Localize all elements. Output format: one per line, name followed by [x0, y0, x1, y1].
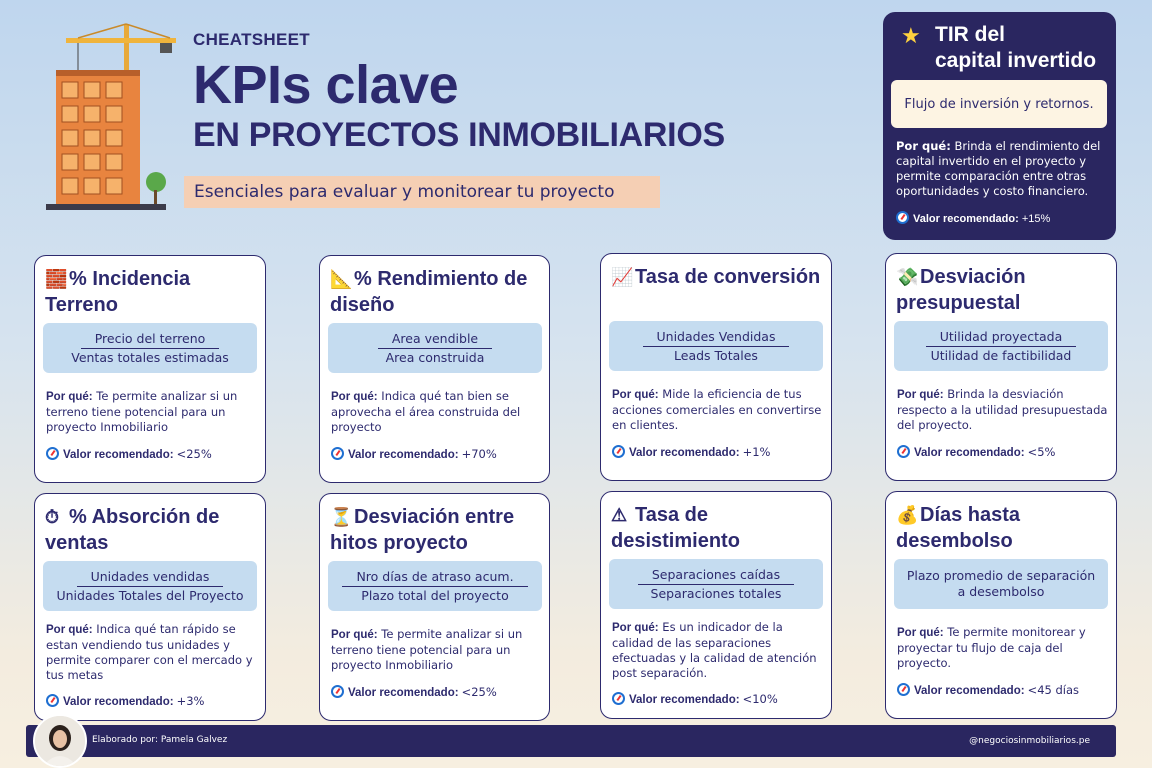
card-formula: Precio del terreno Ventas totales estimadas: [43, 323, 257, 373]
kpi-card-rendimiento-diseno: [319, 255, 550, 483]
gauge-icon: [896, 211, 909, 224]
card-why: Por qué: Indica qué tan bien se aprovecha el área construida del proyecto: [331, 389, 521, 434]
hourglass-icon: ⏳: [330, 507, 353, 527]
card-formula: Utilidad proyectada Utilidad de factibilidad: [894, 321, 1108, 371]
card-why: Por qué: Brinda la desviación respecto a la utilidad presupuestada del proyecto.: [897, 387, 1108, 432]
page-title: KPIs clave: [193, 55, 459, 115]
card-recommended-value: Valor recomendado: +1%: [612, 445, 770, 459]
gauge-icon: [897, 445, 910, 458]
set-square-icon: 📐: [330, 269, 353, 289]
card-recommended-value: Valor recomendado: +3%: [46, 694, 204, 708]
footer-handle[interactable]: @negociosinmobiliarios.pe: [969, 736, 1090, 746]
card-why: Por qué: Es un indicador de la calidad de las separaciones efectuadas y la calidad de atención post separación.: [612, 620, 817, 680]
building-crane-illustration: [38, 20, 178, 212]
stopwatch-icon: ⏱: [45, 507, 60, 527]
card-title: ⏱ % Absorción de ventas: [45, 506, 220, 554]
card-why: Por qué: Te permite monitorear y proyectar tu flujo de caja del proyecto.: [897, 625, 1086, 670]
gauge-icon: [46, 447, 59, 460]
footer-bar: [26, 725, 1116, 757]
gauge-icon: [612, 445, 625, 458]
money-bag-icon: 💰: [896, 505, 919, 525]
kpi-card-tasa-conversion: [600, 253, 832, 481]
card-why: Por qué: Mide la eficiencia de tus acciones comerciales en convertirse en clientes.: [612, 387, 822, 432]
kpi-card-desviacion-hitos: [319, 493, 550, 721]
avatar-photo: [35, 716, 85, 766]
card-title: 📈Tasa de conversión: [611, 266, 821, 288]
card-formula: Nro días de atraso acum. Plazo total del proyecto: [328, 561, 542, 611]
card-recommended-value: Valor recomendado: +70%: [331, 447, 497, 461]
kpi-card-absorcion-ventas: [34, 493, 266, 721]
card-title: 🧱% Incidencia Terreno: [45, 268, 191, 316]
card-formula: Unidades vendidas Unidades Totales del Proyecto: [43, 561, 257, 611]
gauge-icon: [897, 683, 910, 696]
card-formula: Separaciones caídas Separaciones totales: [609, 559, 823, 609]
card-why: Por qué: Te permite analizar si un terreno tiene potencial para un proyecto Inmobiliario: [331, 627, 523, 672]
tir-recommended-value: Valor recomendado: +15%: [896, 211, 1050, 225]
tir-why: Por qué: Brinda el rendimiento del capital invertido en el proyecto y permite comparación entre otras oportunidades y costo financiero.: [896, 139, 1101, 198]
tagline: Esenciales para evaluar y monitorear tu proyecto: [184, 176, 660, 208]
card-title: ⚠ Tasa de desistimiento: [611, 504, 740, 552]
tir-title: TIR del capital invertido: [935, 23, 1097, 72]
card-recommended-value: Valor recomendado: <5%: [897, 445, 1055, 459]
gauge-icon: [612, 692, 625, 705]
card-title: 💸Desviación presupuestal: [896, 266, 1026, 314]
card-title: 📐% Rendimiento de diseño: [330, 268, 528, 316]
card-why: Por qué: Indica qué tan rápido se estan vendiendo tus unidades y permite comparer con el mercado y tus metas: [46, 622, 253, 682]
card-formula: Area vendible Area construida: [328, 323, 542, 373]
money-icon: 💸: [896, 267, 919, 287]
card-formula: Plazo promedio de separación a desembolso: [894, 559, 1108, 609]
warning-icon: ⚠: [611, 505, 628, 525]
card-title: ⏳Desviación entre hitos proyecto: [330, 506, 515, 554]
chart-up-icon: 📈: [611, 267, 634, 287]
card-recommended-value: Valor recomendado: <25%: [46, 447, 212, 461]
kpi-card-tasa-desistimiento: [600, 491, 832, 719]
page-subtitle: EN PROYECTOS INMOBILIARIOS: [193, 116, 725, 154]
star-icon: ★: [901, 24, 921, 49]
tir-formula: Flujo de inversión y retornos.: [891, 80, 1107, 128]
card-recommended-value: Valor recomendado: <25%: [331, 685, 497, 699]
card-why: Por qué: Te permite analizar si un terreno tiene potencial para un proyecto Inmobiliario: [46, 389, 238, 434]
gauge-icon: [331, 685, 344, 698]
gauge-icon: [331, 447, 344, 460]
kpi-card-incidencia-terreno: [34, 255, 266, 483]
kpi-card-desviacion-presupuestal: [885, 253, 1117, 481]
footer-author: Elaborado por: Pamela Galvez: [92, 735, 228, 745]
kpi-card-dias-desembolso: [885, 491, 1117, 719]
card-recommended-value: Valor recomendado: <10%: [612, 692, 778, 706]
tir-card: [883, 12, 1116, 240]
gauge-icon: [46, 694, 59, 707]
card-title: 💰Días hasta desembolso: [896, 504, 1021, 552]
card-formula: Unidades Vendidas Leads Totales: [609, 321, 823, 371]
card-recommended-value: Valor recomendado: <45 días: [897, 683, 1079, 697]
brick-icon: 🧱: [45, 269, 68, 289]
avatar: [33, 714, 87, 768]
eyebrow-label: CHEATSHEET: [193, 30, 310, 49]
